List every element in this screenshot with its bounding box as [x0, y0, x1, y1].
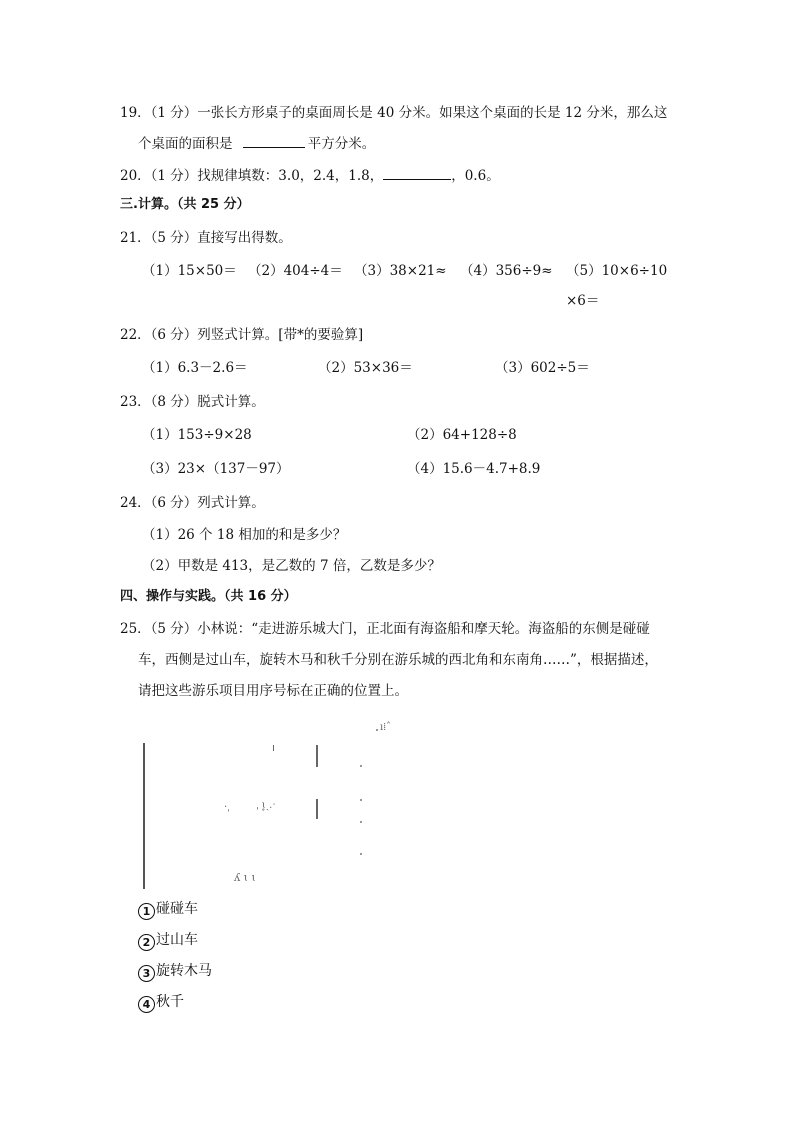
- q21-title: 21．（5 分）直接写出得数。: [120, 230, 292, 246]
- map-dot: [360, 765, 362, 767]
- map-dot: [376, 729, 378, 731]
- q25-line1: 25．（5 分）小林说：“走进游乐城大门，正北面有海盗船和摩天轮。海盗船的东侧是碰碰: [120, 621, 650, 637]
- q23-title: 23．（8 分）脱式计算。: [120, 394, 265, 410]
- q25-line3: 请把这些游乐项目用序号标在正确的位置上。: [138, 683, 408, 699]
- q24-title: 24．（6 分）列式计算。: [120, 495, 265, 511]
- q21-item-3: （3）38×21≈: [354, 263, 447, 279]
- q20-answer-blank[interactable]: [383, 166, 451, 180]
- option-1: [138, 900, 198, 920]
- q23-item-1: （1）153÷9×28: [142, 427, 252, 443]
- q20-line: [120, 166, 500, 185]
- park-map-figure[interactable]: [130, 715, 420, 890]
- circled-number-2: 2: [138, 934, 155, 951]
- q19-line2-pre: 个桌面的面积是: [138, 136, 233, 152]
- option-4: [138, 993, 184, 1013]
- map-mark: [273, 745, 274, 751]
- option-1-label: 碰碰车: [156, 901, 198, 917]
- map-faint-mark: ı⁞ˆ: [380, 722, 391, 733]
- map-mark: [316, 745, 318, 767]
- q22-item-2: （2）53×36＝: [318, 360, 413, 376]
- map-faint-mark: ·ˌ: [224, 802, 230, 813]
- q25-line2: 车，西侧是过山车，旋转木马和秋千分别在游乐城的西北角和东南角……”，根据描述，: [138, 652, 658, 668]
- q23-item-3: （3）23×（137－97）: [142, 461, 290, 477]
- q20-post: ，0.6。: [451, 168, 500, 184]
- q21-item-2: （2）404÷4＝: [248, 263, 343, 279]
- q22-item-1: （1）6.3－2.6＝: [142, 360, 248, 376]
- circled-number-3: 3: [138, 965, 155, 982]
- q21-item-5: （5）10×6÷10: [566, 263, 668, 279]
- map-dot: [360, 821, 362, 823]
- section-4-heading: 四、操作与实践。（共 16 分）: [120, 589, 297, 604]
- option-3-label: 旋转木马: [156, 963, 212, 979]
- option-4-label: 秋千: [156, 994, 184, 1010]
- option-2: [138, 931, 198, 951]
- q23-item-2: （2）64+128÷8: [407, 427, 517, 443]
- q21-item-5-cont: ×6＝: [566, 293, 600, 309]
- q21-item-4: （4）356÷9≈: [460, 263, 553, 279]
- map-dot: [360, 799, 362, 801]
- q22-title: 22．（6 分）列竖式计算。[带*的要验算]: [120, 327, 364, 343]
- q21-item-1: （1）15×50＝: [142, 263, 237, 279]
- q19-answer-blank[interactable]: [243, 134, 305, 148]
- q19-line2-post: 平方分米。: [307, 136, 376, 152]
- map-faint-mark: ˌ ɩ̥ˏ.ˑ: [256, 800, 276, 811]
- q24-item-1: （1）26 个 18 相加的和是多少？: [142, 527, 347, 543]
- map-mark: [316, 799, 318, 819]
- q22-item-3: （3）602÷5＝: [495, 360, 590, 376]
- option-3: [138, 962, 212, 982]
- option-2-label: 过山车: [156, 932, 198, 948]
- q24-item-2: （2）甲数是 413，是乙数的 7 倍，乙数是多少？: [142, 558, 441, 574]
- q20-pre: 20．（1 分）找规律填数：3.0，2.4，1.8，: [120, 168, 384, 184]
- circled-number-1: 1: [138, 903, 155, 920]
- map-faint-mark: ʎ ɩ ɩ: [234, 871, 256, 884]
- map-left-border: [143, 743, 145, 889]
- q23-item-4: （4）15.6－4.7+8.9: [407, 461, 541, 477]
- circled-number-4: 4: [138, 996, 155, 1013]
- section-3-heading: 三.计算。（共 25 分）: [120, 197, 250, 212]
- q19-line1: 19．（1 分）一张长方形桌子的桌面周长是 40 分米。如果这个桌面的长是 12 分米，那么这: [120, 105, 668, 121]
- q19-line2: [138, 134, 375, 153]
- map-dot: [360, 853, 362, 855]
